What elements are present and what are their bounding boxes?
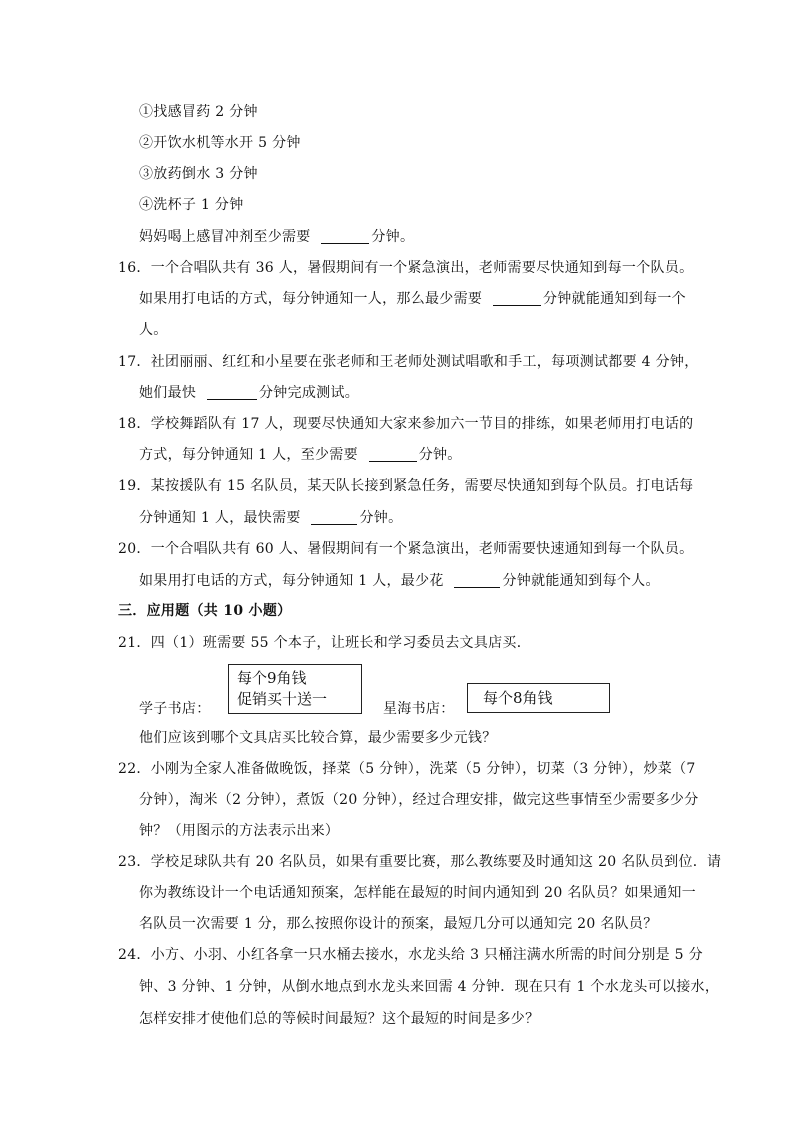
q19-text-after: 分钟。 bbox=[359, 510, 403, 526]
q16-text: 如果用打电话的方式，每分钟通知一人，那么最少需要 bbox=[139, 291, 483, 307]
section-3-title: 三．应用题（共 10 小题） bbox=[118, 603, 292, 619]
q20-answer-blank[interactable] bbox=[454, 573, 500, 588]
q16-line-2 bbox=[139, 290, 686, 308]
q18-answer-blank[interactable] bbox=[369, 447, 417, 462]
q20-text-after: 分钟就能通知到每个人。 bbox=[502, 573, 660, 589]
q23-line-3: 名队员一次需要 1 分，那么按照你设计的预案，最短几分可以通知完 20 名队员？ bbox=[139, 916, 658, 932]
q17-text: 她们最快 bbox=[139, 385, 197, 401]
q22-line-3: 钟？（用图示的方法表示出来） bbox=[139, 823, 340, 839]
q19-text: 分钟通知 1 人，最快需要 bbox=[139, 510, 301, 526]
q21-store2-label: 星海书店： bbox=[383, 701, 455, 717]
q24-line-2: 钟、3 分钟、1 分钟，从倒水地点到水龙头来回需 4 分钟．现在只有 1 个水龙头可以接水， bbox=[139, 979, 720, 995]
q21-store1-price-box bbox=[228, 664, 362, 714]
q17-text-after: 分钟完成测试。 bbox=[258, 385, 360, 401]
q15-question-text: 妈妈喝上感冒冲剂至少需要 bbox=[139, 229, 311, 245]
q22-line-2: 分钟），淘米（2 分钟），煮饭（20 分钟），经过合理安排，做完这些事情至少需要多少分 bbox=[139, 792, 699, 808]
q16-line-3: 人。 bbox=[139, 322, 168, 338]
q18-line-2 bbox=[139, 446, 462, 464]
q20-line-2 bbox=[139, 572, 660, 590]
q21-store2-price-box bbox=[467, 683, 610, 713]
q15-question bbox=[139, 228, 414, 246]
q22-line-1: 22．小刚为全家人准备做晚饭，择菜（5 分钟），洗菜（5 分钟），切菜（3 分钟），炒菜（7 bbox=[118, 761, 696, 777]
q15-answer-blank[interactable] bbox=[321, 229, 369, 244]
q21-question: 他们应该到哪个文具店买比较合算，最少需要多少元钱？ bbox=[139, 730, 497, 746]
q15-question-unit: 分钟。 bbox=[371, 229, 415, 245]
q23-line-2: 你为教练设计一个电话通知预案，怎样能在最短的时间内通知到 20 名队员？如果通知一 bbox=[139, 885, 697, 901]
q15-step-2: ②开饮水机等水开 5 分钟 bbox=[139, 135, 301, 151]
q15-step-1: ①找感冒药 2 分钟 bbox=[139, 104, 258, 120]
q20-line-1: 20．一个合唱队共有 60 人、暑假期间有一个紧急演出，老师需要快速通知到每一个队员。 bbox=[118, 541, 694, 557]
q19-answer-blank[interactable] bbox=[311, 510, 357, 525]
q21-store1-label: 学子书店： bbox=[139, 701, 211, 717]
q17-line-1: 17．社团丽丽、红红和小星要在张老师和王老师处测试唱歌和手工，每项测试都要 4 分钟， bbox=[118, 354, 699, 370]
q21-store1-promo: 促销买十送一 bbox=[237, 690, 328, 708]
q18-text: 方式，每分钟通知 1 人，至少需要 bbox=[139, 447, 358, 463]
q19-line-2 bbox=[139, 509, 402, 527]
q16-text-after: 分钟就能通知到每一个 bbox=[542, 291, 686, 307]
q18-text-after: 分钟。 bbox=[418, 447, 462, 463]
q18-line-1: 18．学校舞蹈队有 17 人，现要尽快通知大家来参加六一节目的排练，如果老师用打电话的 bbox=[118, 416, 694, 432]
q15-step-4: ④洗杯子 1 分钟 bbox=[139, 197, 244, 213]
q21-store2-price: 每个8角钱 bbox=[483, 689, 553, 707]
q20-text: 如果用打电话的方式，每分钟通知 1 人，最少花 bbox=[139, 573, 444, 589]
q16-line-1: 16．一个合唱队共有 36 人，暑假期间有一个紧急演出，老师需要尽快通知到每一个队员。 bbox=[118, 260, 694, 276]
q15-step-3: ③放药倒水 3 分钟 bbox=[139, 166, 258, 182]
q19-line-1: 19．某按援队有 15 名队员，某天队长接到紧急任务，需要尽快通知到每个队员。打电话每 bbox=[118, 478, 694, 494]
q24-line-3: 怎样安排才使他们总的等候时间最短？这个最短的时间是多少？ bbox=[139, 1011, 540, 1027]
q21-line-1: 21．四（1）班需要 55 个本子，让班长和学习委员去文具店买． bbox=[118, 635, 532, 651]
q23-line-1: 23．学校足球队共有 20 名队员，如果有重要比赛，那么教练要及时通知这 20 名队员到位．请 bbox=[118, 854, 722, 870]
q24-line-1: 24．小方、小羽、小红各拿一只水桶去接水，水龙头给 3 只桶注满水所需的时间分别是 5 分 bbox=[118, 947, 703, 963]
q16-answer-blank[interactable] bbox=[493, 291, 541, 306]
q17-answer-blank[interactable] bbox=[207, 385, 257, 400]
q17-line-2 bbox=[139, 384, 359, 402]
q21-store1-price: 每个9角钱 bbox=[237, 669, 307, 687]
